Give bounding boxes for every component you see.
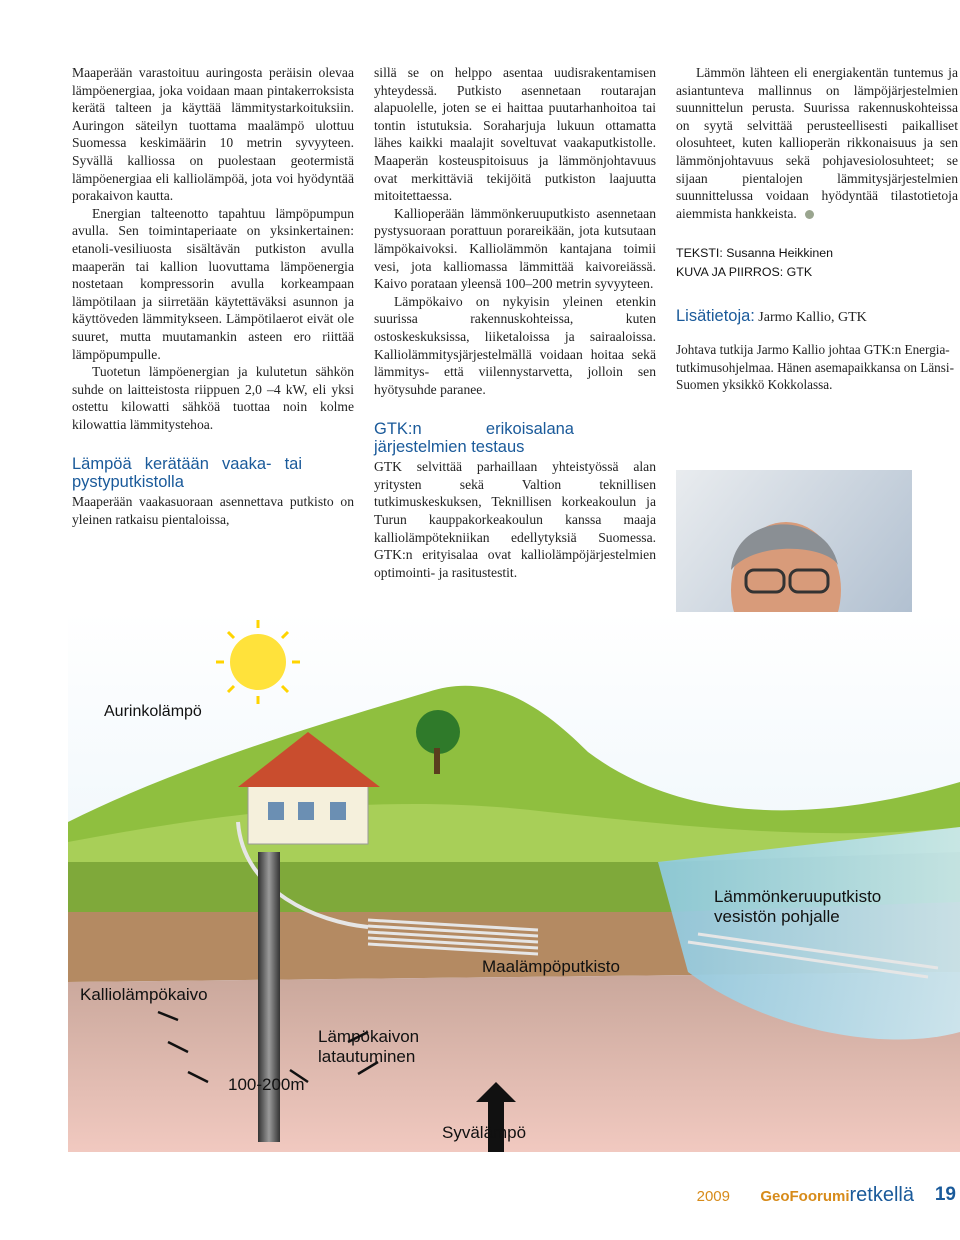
info-heading xyxy=(676,308,958,327)
paragraph: Lämmön lähteen eli energiakentän tuntemus ja asiantunteva mallinnus on lämpöjärjestelmien suunnittelun perusta. Suurissa rakennuskohteissa on syytä selvittää perusteellisesti paikalliset olosuhteet, kuten kallioperän rikkonaisuus ja sen lämmönjohtavuus sekä pohjavesiolosuhteet; se sijaan pientalojen lämmitysjärjestelmien suunnittelussa voidaan hyödyntää tilastotietoja aiemmista hankkeista. xyxy=(676,65,958,221)
subheading: Lämpöä kerätään vaaka- tai pystyputkistolla xyxy=(72,455,302,492)
subheading: GTK:n erikoisalana järjestelmien testaus xyxy=(374,420,574,457)
credits xyxy=(676,244,958,282)
paragraph: Energian talteenotto tapahtuu lämpöpumpun avulla. Sen toimintaperiaate on yksinkertainen: etanoli-vesiliuosta sisältävän putkiston avulla maaperän tai kallion luovuttama lämpöenergia nostetaan kompressorin avulla korkeampaan lämpötilaan ja siirretään käytettäväksi asunnon ja käyttöveden lämmitykseen. Lämpötilaerot eivät ole suuret, mutta muutamankin asteen ero riittää lämpöpumpulle. xyxy=(72,205,354,362)
end-bullet-icon xyxy=(805,210,814,219)
label-recharge-line2: latautuminen xyxy=(318,1047,416,1066)
label-depth: 100-200m xyxy=(228,1075,305,1094)
page-footer xyxy=(0,1180,960,1214)
paragraph: Lämpökaivo on nykyisin yleinen etenkin suurissa rakennuskohteissa, kuten ostoskeskuksissa, liiketaloissa ja sairaaloissa. Kalliolämmitysjärjestelmällä voidaan hoitaa sekä lämmitys- että viilennystarvetta, jolloin sen hyötysuhde paranee. xyxy=(374,293,656,397)
label-sun: Aurinkolämpö xyxy=(104,703,202,720)
footer-year: 2009 xyxy=(696,1188,730,1205)
info-label: Lisätietoja: xyxy=(676,307,755,326)
paragraph: sillä se on helppo asentaa uudisrakentamisen yhteydessä. Putkisto asennetaan routarajan alapuolelle, joten se ei haittaa puutarhanhoitoa tai tontin istutuksia. Soraharjuja lukuun ottamatta lähes kaikki maalajit soveltuvat vaakaputkistolle. Maaperän kosteuspitoisuus ja lämmönjohtavuus ovat merkittäviä tekijöitä putkiston laajuutta mitoitettaessa. xyxy=(374,65,656,204)
paragraph: Maaperään vaakasuoraan asennettava putkisto on yleinen ratkaisu pientaloissa, xyxy=(72,494,354,528)
photo-credit: KUVA JA PIIRROS: GTK xyxy=(676,265,813,280)
paragraph: GTK selvittää parhaillaan yhteistyössä alan yritysten sekä Valtion teknillisen tutkimuskeskuksen, Teknillisen korkeakoulun ja Turun kauppakorkeakoulun kanssa maaja kalliolämpötekniikan edellytyksiä Suomessa. GTK:n erityisalaa ovat kalliolämpöjärjestelmien optimointi- ja rasitustestit. xyxy=(374,459,656,580)
paragraph: Tuotetun lämpöenergian ja kulutetun sähkön suhde on laitteistosta riippuen 2,0 –4 kW, eli yksi ostettu kilowatti sähköä tuottaa noin kolme kilowattia lämmitystehoa. xyxy=(72,364,354,432)
label-lake-line2: vesistön pohjalle xyxy=(714,907,840,926)
page-number: 19 xyxy=(934,1184,956,1205)
article-column-3 xyxy=(676,64,958,394)
label-lake-line1: Lämmönkeruuputkisto xyxy=(714,887,882,906)
info-name: Jarmo Kallio, GTK xyxy=(758,310,867,326)
info-text: Johtava tutkija Jarmo Kallio johtaa GTK:n Energia-tutkimusohjelmaa. Hänen asemapaikkansa on Länsi-Suomen yksikkö Kokkolassa. xyxy=(676,341,954,393)
label-deep: Syvälämpö xyxy=(442,1123,527,1142)
article-column-1 xyxy=(72,64,354,529)
label-well: Kalliolämpökaivo xyxy=(80,985,208,1004)
label-recharge-line1: Lämpökaivon xyxy=(318,1027,420,1046)
article-column-2 xyxy=(374,64,656,581)
geothermal-diagram xyxy=(68,612,960,1152)
paragraph: Maaperään varastoituu auringosta peräisin olevaa lämpöenergiaa, joka voidaan maan pintakerroksista kerätä talteen ja käyttää lämmitystarkoituksiin. Auringon säteilyn tuottama maalämpö ulottuu Suomessa keskimäärin 10 metrin syvyyteen. Syvällä kalliossa on puolestaan geotermistä lämpöenergiaa eli kalliolämpöä, jota voi hyödyntää porakaivon kautta. xyxy=(72,65,354,204)
label-horizontal: Maalämpöputkisto xyxy=(482,957,620,976)
footer-brand: GeoFoorumiretkellä xyxy=(760,1184,914,1206)
text-credit: TEKSTI: Susanna Heikkinen xyxy=(676,246,834,261)
paragraph: Kallioperään lämmönkeruuputkisto asennetaan pystysuoraan porattuun porareikään, jota kutsutaan lämpökaivoksi. Kalliolämmön kantajana toimii vesi, jota kalliomassa lämmittää kaivoreiässä. Kaivo porataan yleensä 100–200 metrin syvyyteen. xyxy=(374,205,656,292)
